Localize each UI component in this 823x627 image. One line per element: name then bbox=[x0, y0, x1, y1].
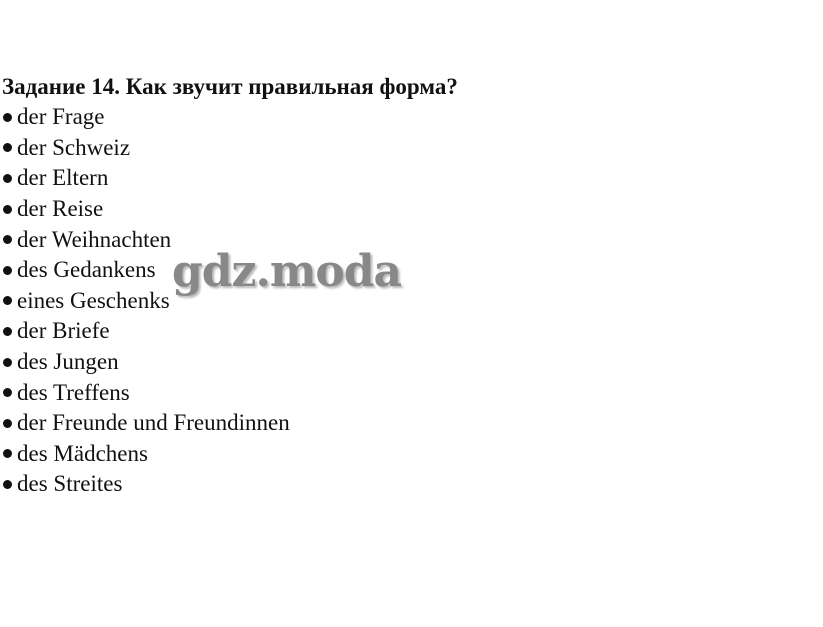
list-item-text: der Weihnachten bbox=[17, 226, 172, 252]
list-item bbox=[2, 439, 802, 470]
list-item-text: der Briefe bbox=[17, 318, 110, 344]
bullet-icon bbox=[3, 235, 12, 244]
watermark: gdz.moda bbox=[172, 246, 402, 297]
bullet-icon bbox=[3, 174, 12, 183]
bullet-icon bbox=[3, 327, 12, 336]
list-item bbox=[2, 102, 802, 133]
bullet-icon bbox=[3, 388, 12, 397]
list-item-text: der Reise bbox=[17, 196, 104, 222]
bullet-icon bbox=[3, 419, 12, 428]
list-item-text: des Gedankens bbox=[17, 257, 156, 283]
list-item-text: des Jungen bbox=[17, 349, 119, 375]
bullet-icon bbox=[3, 205, 12, 214]
list-item bbox=[2, 194, 802, 225]
list-item bbox=[2, 286, 802, 317]
list-item-text: der Freunde und Freundinnen bbox=[17, 410, 290, 436]
list-item-text: des Streites bbox=[17, 471, 123, 497]
bullet-icon bbox=[3, 449, 12, 458]
bullet-icon bbox=[3, 143, 12, 152]
list-item bbox=[2, 316, 802, 347]
task-block bbox=[2, 72, 802, 500]
task-title: Задание 14. Как звучит правильная форма? bbox=[2, 74, 458, 99]
list-item-text: der Eltern bbox=[17, 165, 109, 191]
list-item bbox=[2, 255, 802, 286]
list-item bbox=[2, 224, 802, 255]
list-item-text: eines Geschenks bbox=[17, 287, 170, 313]
bullet-icon bbox=[3, 480, 12, 489]
list-item bbox=[2, 347, 802, 378]
bullet-icon bbox=[3, 296, 12, 305]
list-item bbox=[2, 469, 802, 500]
list-item bbox=[2, 163, 802, 194]
list-item-text: der Frage bbox=[17, 104, 105, 130]
list-item bbox=[2, 377, 802, 408]
list-item-text: des Treffens bbox=[17, 379, 130, 405]
bullet-icon bbox=[3, 266, 12, 275]
bullet-icon bbox=[3, 358, 12, 367]
list-item bbox=[2, 408, 802, 439]
list-item-text: des Mädchens bbox=[17, 440, 148, 466]
answer-list bbox=[2, 102, 802, 500]
bullet-icon bbox=[3, 113, 12, 122]
list-item bbox=[2, 133, 802, 164]
list-item-text: der Schweiz bbox=[17, 134, 131, 160]
